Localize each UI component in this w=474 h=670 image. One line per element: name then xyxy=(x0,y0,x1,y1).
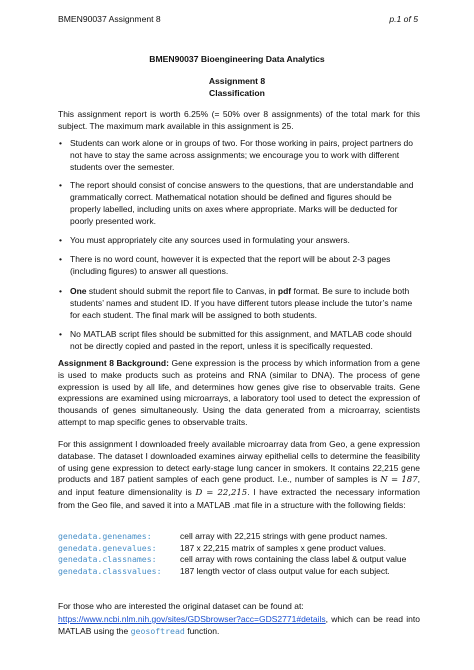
text-run: . I have extracted the necessary information from the Geo file, and saved it into a MATLAB .mat file in a structure with the following fields: xyxy=(58,487,420,510)
course-title: BMEN90037 Bioengineering Data Analytics xyxy=(149,54,325,64)
text-run: , and input feature dimensionality is xyxy=(58,474,420,498)
field-row xyxy=(58,554,428,566)
list-item xyxy=(58,235,420,247)
background-paragraph xyxy=(58,358,420,429)
list-item xyxy=(58,329,420,353)
footer-intro: For those who are interested the original dataset can be found at: xyxy=(58,601,304,611)
function-name: geosoftread xyxy=(130,625,185,636)
bullet-icon: • xyxy=(59,138,62,148)
list-item xyxy=(58,138,420,173)
background-text: Gene expression is the process by which information from a gene is used to make products such as proteins and RNA (similar to DNA). The process of gene expression is used by all life, and determines how genes give rise to observable traits. Gene expressions are examined using microarrays, a laboratory tool used to detect the expression of thousands of genes simultaneously. Using the data generated from a microarray, scientists attempt to map specific genes to observable traits. xyxy=(58,358,420,427)
bullet-icon: • xyxy=(59,234,62,245)
n-equation: N = 187 xyxy=(380,475,418,486)
list-item-text: You must appropriately cite any sources used in formulating your answers. xyxy=(70,234,350,245)
bullet-icon: • xyxy=(59,285,62,296)
dataset-paragraph xyxy=(58,439,420,512)
d-equation: D = 22,215 xyxy=(195,488,248,499)
dataset-link[interactable]: https://www.ncbi.nlm.nih.gov/sites/GDSbrowser?acc=GDS2771#details xyxy=(58,614,326,624)
field-row xyxy=(58,543,428,555)
field-name: genedata.classvalues: xyxy=(58,565,162,576)
fields-table xyxy=(58,531,428,577)
field-name: genedata.genenames: xyxy=(58,531,152,541)
field-name: genedata.genevalues: xyxy=(58,542,157,553)
field-desc: cell array with 22,215 strings with gene product names. xyxy=(180,531,388,541)
text-run: For this assignment I downloaded freely available microarray data from Geo, a gene expression database. The dataset I downloaded examines airway epithelial cells to determine the feasibility of using gene expression to detect early-stage lung cancer in smokers. It contains 22,215 gene products and 187 patient samples of each gene product. I.e., number of samples is xyxy=(58,439,420,485)
field-name: genedata.classnames: xyxy=(58,554,157,565)
field-desc: 187 length vector of class output value for each subject. xyxy=(180,565,390,576)
text-run: function. xyxy=(184,625,220,636)
field-desc: cell array with rows containing the class label & output value xyxy=(180,554,407,565)
text-run: format. Be sure to include both students’ names and student ID. If you have different tutors please include the tutor’s name for each student. The final mark will be assigned to both students. xyxy=(70,285,413,320)
header-page-number: p.1 of 5 xyxy=(389,14,418,24)
list-item xyxy=(58,180,420,227)
list-item-text: Students can work alone or in groups of two. For those working in pairs, project partners do not have to stay the same across assignments; we encourage you to work with different students over the semester. xyxy=(70,138,414,172)
bullet-icon: • xyxy=(59,254,62,265)
assignment-topic: Classification xyxy=(209,88,265,98)
text-run: , which can be read into MATLAB using the xyxy=(58,614,420,636)
list-item xyxy=(58,286,420,321)
intro-paragraph: This assignment report is worth 6.25% (= 50% over 8 assignments) of the total mark for this subject. The maximum mark available in this assignment is 25. xyxy=(58,109,420,131)
list-item-text: The report should consist of concise answers to the questions, that are understandable and grammatically correct. Mathematical notation should be defined and figures should be properly labelled, including units on axes where appropriate. Marks will be deducted for poorly presented work. xyxy=(70,180,414,226)
bold-one: One xyxy=(70,285,87,296)
field-row xyxy=(58,566,428,578)
list-item-text: No MATLAB script files should be submitted for this assignment, and MATLAB code should not be directly copied and pasted in the report, unless it is specifically requested. xyxy=(70,329,412,352)
bullet-icon: • xyxy=(59,329,62,340)
background-heading: Assignment 8 Background: xyxy=(58,358,169,368)
assignment-title: Assignment 8 xyxy=(208,76,266,86)
bold-pdf: pdf xyxy=(277,285,292,296)
bullet-icon: • xyxy=(59,180,62,191)
list-item-text xyxy=(70,286,412,320)
footer-paragraph xyxy=(58,614,420,638)
list-item-text: There is no word count, however it is expected that the report will be about 2-3 pages (including figures) to answer all questions. xyxy=(70,254,391,277)
field-desc: 187 x 22,215 matrix of samples x gene product values. xyxy=(180,542,387,553)
text-run: student should submit the report file to Canvas, in xyxy=(86,285,278,296)
header-left: BMEN90037 Assignment 8 xyxy=(58,14,161,24)
list-item xyxy=(58,254,420,278)
rules-list xyxy=(58,138,420,353)
field-row xyxy=(58,531,428,543)
